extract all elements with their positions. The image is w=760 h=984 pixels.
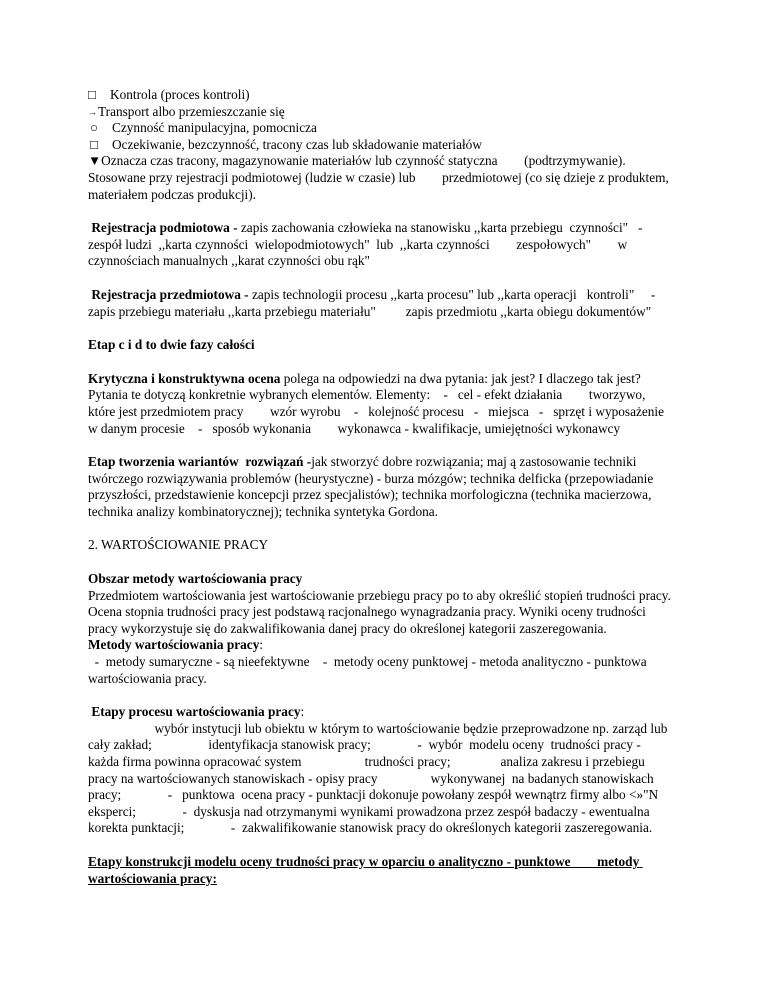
symbol-line-storage: ▼Oznacza czas tracony, magazynowanie materiałów lub czynność statyczna (podtrzymywanie). Stosowane przy rejestracji podmiotowej (ludzie w czasie) lub przedmiotowej (co się dzieje z produktem, materiałem podczas produkcji). bbox=[88, 153, 673, 202]
symbol-line-transport: →Transport albo przemieszczanie się bbox=[88, 103, 285, 119]
circle-symbol-icon: ○ bbox=[90, 120, 99, 136]
heading-warianty: Etap tworzenia wariantów rozwiązań - bbox=[88, 454, 312, 470]
heading-konstrukcja-modelu: Etapy konstrukcji modelu oceny trudności pracy w oparciu o analityczno - punktowe metody wartościowania pracy: bbox=[88, 853, 643, 886]
heading-etapy: Etapy procesu wartościowania pracy: bbox=[91, 704, 305, 720]
square-symbol-icon: □ bbox=[90, 136, 99, 152]
paragraph-metody: - metody sumaryczne - są nieefektywne - metody oceny punktowej - metoda analityczno - punktowa wartościowania pracy. bbox=[88, 654, 650, 686]
document-body bbox=[88, 87, 697, 887]
paragraph-rejestracja-podmiotowa: Rejestracja podmiotowa - zapis zachowania człowieka na stanowisku ,,karta przebiegu czynności" - zespół ludzi ,,karta czynności wielopodmiotowych" lub ,,karta czynności zespołowych" w czynnościach manualnych ,,karat czynności obu rąk" bbox=[88, 220, 646, 269]
paragraph-warianty: Etap tworzenia wariantów rozwiązań -jak stworzyć dobre rozwiązania; maj ą zastosowanie techniki twórczego rozwiązywania problemów (heurystyczne) - burza mózgów; technika delficka (przepowiadanie przyszłości, przedstawienie koncepcji przez specjalistów); technika morfologiczna (technika macierzowa, technika analizy kombinatorycznej); technika syntetyka Gordona. bbox=[88, 454, 657, 519]
heading-obszar: Obszar metody wartościowania pracy bbox=[88, 571, 303, 587]
paragraph-krytyczna-ocena: Krytyczna i konstruktywna ocena polega na odpowiedzi na dwa pytania: jak jest? I dlaczego tak jest? Pytania te dotyczą konkretnie wybranych elementów. Elementy: - cel - efekt działania tworzywo, które jest przedmiotem pracy wzór wyrobu - kolejność procesu - miejsca - sprzęt i wyposażenie w danym procesie - sposób wykonania wykonawca - kwalifikacje, umiejętności wykonawcy bbox=[88, 370, 668, 436]
heading-rejestracja-przedmiotowa: Rejestracja przedmiotowa - bbox=[91, 286, 249, 302]
square-symbol-icon: □ bbox=[88, 87, 97, 102]
paragraph-rejestracja-przedmiotowa: Rejestracja przedmiotowa - zapis technologii procesu ,,karta procesu" lub ,,karta operacji kontroli" - zapis przebiegu materiału ,,karta przebiegu materiału" zapis przedmiotu ,,karta obiegu dokumentów" bbox=[88, 286, 659, 319]
paragraph-etapy: wybór instytucji lub obiektu w którym to wartościowanie będzie przeprowadzone np. zarząd lub cały zakład; identyfikacja stanowisk pracy; - wybór modelu oceny trudności pracy - każda firma powinna opracować system trudności pracy; analiza zakresu i przebiegu pracy na wartościowanych stanowiskach - opisy pracy wykonywanej na badanych stanowiskach pracy; - punktowa ocena pracy - punktacji dokonuje powołany zespół wewnątrz firmy albo <»"N eksperci; - dyskusja nad otrzymanymi wynikami prowadzona przez zespół badaczy - ewentualna korekta punktacji; - zakwalifikowanie stanowisk pracy do określonych kategorii zaszeregowania. bbox=[88, 720, 697, 836]
section-heading-wartosciowanie: 2. WARTOŚCIOWANIE PRACY bbox=[88, 537, 269, 553]
triangle-down-symbol-icon: ▼ bbox=[88, 153, 102, 169]
heading-krytyczna-ocena: Krytyczna i konstruktywna ocena bbox=[88, 370, 281, 386]
symbol-line-operation: ○ Czynność manipulacyjna, pomocnicza bbox=[90, 120, 317, 136]
heading-etap-cid: Etap c i d to dwie fazy całości bbox=[88, 337, 255, 353]
paragraph-obszar: Przedmiotem wartościowania jest wartościowanie przebiegu pracy po to aby określić stopień trudności pracy. Ocena stopnia trudności pracy jest podstawą racjonalnego wynagradzania pracy. Wyniki oceny trudności pracy wykorzystuje się do zakwalifikowania danej pracy do określonej kategorii zaszeregowania. bbox=[88, 587, 671, 636]
heading-metody: Metody wartościowania pracy: bbox=[88, 637, 264, 653]
arrow-symbol-icon: → bbox=[88, 106, 97, 117]
symbol-line-control: □ Kontrola (proces kontroli) bbox=[88, 87, 250, 102]
heading-rejestracja-podmiotowa: Rejestracja podmiotowa - bbox=[91, 220, 238, 236]
symbol-line-delay: □ Oczekiwanie, bezczynność, tracony czas lub składowanie materiałów bbox=[90, 136, 482, 152]
